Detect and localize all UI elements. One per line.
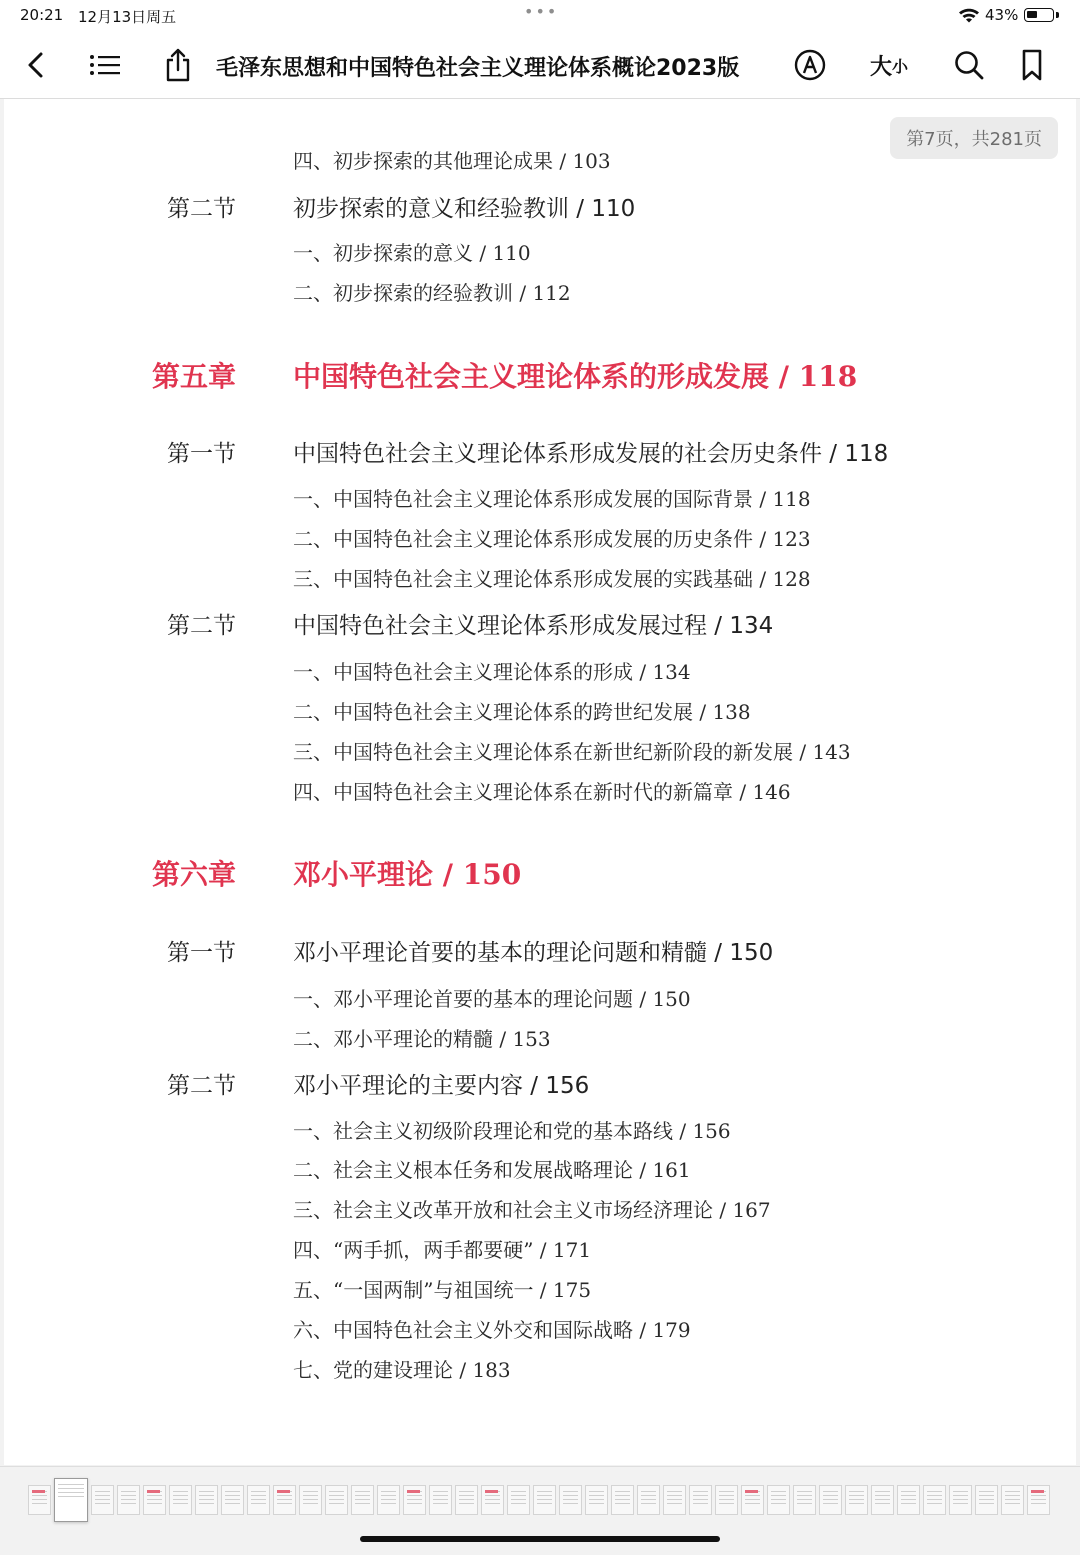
page-thumbnail[interactable] [793, 1485, 816, 1515]
multitask-dots-icon[interactable]: ••• [524, 2, 559, 21]
page-thumbnail[interactable] [689, 1485, 712, 1515]
share-icon [164, 48, 192, 82]
pen-circle-icon [794, 49, 826, 81]
toc-item[interactable]: 三、社会主义改革开放和社会主义市场经济理论 / 167 [293, 1198, 771, 1222]
battery-tip [1056, 12, 1059, 18]
toc-item[interactable]: 四、“两手抓，两手都要硬” / 171 [293, 1238, 592, 1262]
chapter-title[interactable]: 邓小平理论 / 150 [293, 858, 522, 891]
page-thumbnail[interactable] [845, 1485, 868, 1515]
toc-item[interactable]: 一、中国特色社会主义理论体系形成发展的国际背景 / 118 [293, 487, 811, 511]
font-size-label-big: 大 [869, 54, 892, 80]
page-thumbnail[interactable] [559, 1485, 582, 1515]
battery-percent: 43% [985, 6, 1019, 24]
page-thumbnail[interactable] [117, 1485, 140, 1515]
chevron-left-icon [26, 51, 46, 79]
toc-item[interactable]: 四、中国特色社会主义理论体系在新时代的新篇章 / 146 [293, 780, 791, 804]
page-thumbnail[interactable] [741, 1485, 764, 1515]
page-thumbnail[interactable] [923, 1485, 946, 1515]
page-thumbnail[interactable] [1027, 1485, 1050, 1515]
page-thumbnail[interactable] [221, 1485, 244, 1515]
section-label[interactable]: 第二节 [167, 1073, 236, 1099]
status-date: 12月13日周五 [78, 8, 177, 26]
toc-item[interactable]: 一、中国特色社会主义理论体系的形成 / 134 [293, 660, 691, 684]
toc-item[interactable]: 二、邓小平理论的精髓 / 153 [293, 1027, 551, 1051]
back-button[interactable] [18, 32, 54, 98]
toc-item[interactable]: 五、“一国两制”与祖国统一 / 175 [293, 1278, 592, 1302]
page-thumbnail[interactable] [949, 1485, 972, 1515]
page-thumbnail[interactable] [819, 1485, 842, 1515]
page-thumbnail[interactable] [325, 1485, 348, 1515]
battery-level-fill [1027, 11, 1037, 18]
status-time: 20:21 [20, 6, 64, 24]
document-title: 毛泽东思想和中国特色社会主义理论体系概论2023版 [216, 56, 740, 81]
section-title[interactable]: 中国特色社会主义理论体系形成发展的社会历史条件 / 118 [293, 441, 889, 467]
page-thumbnail[interactable] [28, 1485, 51, 1515]
toc-item[interactable]: 七、党的建设理论 / 183 [293, 1358, 511, 1382]
toc-item[interactable]: 二、社会主义根本任务和发展战略理论 / 161 [293, 1158, 691, 1182]
page-thumbnail[interactable] [351, 1485, 374, 1515]
table-of-contents-button[interactable] [86, 32, 124, 98]
page-thumbnail[interactable] [247, 1485, 270, 1515]
current-page-thumbnail[interactable] [54, 1478, 88, 1522]
toc-item[interactable]: 一、社会主义初级阶段理论和党的基本路线 / 156 [293, 1119, 731, 1143]
page-thumbnail[interactable] [871, 1485, 894, 1515]
battery-icon [1024, 8, 1054, 22]
search-icon [954, 50, 984, 80]
page-thumbnail[interactable] [533, 1485, 556, 1515]
page-thumbnail[interactable] [455, 1485, 478, 1515]
page-thumbnail[interactable] [481, 1485, 504, 1515]
toc-item[interactable]: 一、初步探索的意义 / 110 [293, 241, 531, 265]
section-title[interactable]: 初步探索的意义和经验教训 / 110 [293, 196, 636, 222]
page-thumbnail[interactable] [767, 1485, 790, 1515]
page-thumbnail[interactable] [273, 1485, 296, 1515]
page-thumbnail[interactable] [663, 1485, 686, 1515]
wifi-icon [958, 7, 980, 27]
toc-item[interactable]: 二、中国特色社会主义理论体系形成发展的历史条件 / 123 [293, 527, 811, 551]
font-size-button[interactable] [862, 32, 916, 98]
font-size-label-small: 小 [892, 56, 909, 76]
home-indicator[interactable] [360, 1536, 720, 1542]
page-thumbnail[interactable] [507, 1485, 530, 1515]
toc-item[interactable]: 四、初步探索的其他理论成果 / 103 [293, 149, 611, 173]
toc-item[interactable]: 三、中国特色社会主义理论体系形成发展的实践基础 / 128 [293, 567, 811, 591]
page-thumbnail[interactable] [299, 1485, 322, 1515]
page-thumbnail[interactable] [91, 1485, 114, 1515]
reader-toolbar [0, 32, 1080, 99]
section-label[interactable]: 第一节 [167, 441, 236, 467]
page-thumbnail[interactable] [377, 1485, 400, 1515]
toc-item[interactable]: 二、中国特色社会主义理论体系的跨世纪发展 / 138 [293, 700, 751, 724]
section-title[interactable]: 邓小平理论首要的基本的理论问题和精髓 / 150 [293, 940, 774, 966]
chapter-title[interactable]: 中国特色社会主义理论体系的形成发展 / 118 [293, 360, 858, 393]
bookmark-button[interactable] [1014, 32, 1050, 98]
share-button[interactable] [160, 32, 196, 98]
page-thumbnail[interactable] [611, 1485, 634, 1515]
search-button[interactable] [948, 32, 990, 98]
page-thumbnail[interactable] [403, 1485, 426, 1515]
page-thumbnail[interactable] [1001, 1485, 1024, 1515]
toc-item[interactable]: 一、邓小平理论首要的基本的理论问题 / 150 [293, 987, 691, 1011]
chapter-label[interactable]: 第六章 [152, 858, 237, 891]
bookmark-icon [1021, 49, 1043, 81]
page-thumbnail[interactable] [585, 1485, 608, 1515]
list-icon [89, 53, 121, 77]
page-thumbnail[interactable] [897, 1485, 920, 1515]
toc-item[interactable]: 二、初步探索的经验教训 / 112 [293, 281, 571, 305]
page-thumbnail[interactable] [637, 1485, 660, 1515]
section-label[interactable]: 第一节 [167, 940, 236, 966]
page-thumbnail[interactable] [975, 1485, 998, 1515]
thumbnail-list[interactable] [28, 1485, 1050, 1522]
section-title[interactable]: 中国特色社会主义理论体系形成发展过程 / 134 [293, 613, 774, 639]
toc-item[interactable]: 三、中国特色社会主义理论体系在新世纪新阶段的新发展 / 143 [293, 740, 851, 764]
document-page[interactable] [4, 99, 1076, 1465]
toc-item[interactable]: 六、中国特色社会主义外交和国际战略 / 179 [293, 1318, 691, 1342]
section-label[interactable]: 第二节 [167, 196, 236, 222]
chapter-label[interactable]: 第五章 [152, 360, 237, 393]
status-bar [0, 0, 1080, 32]
section-title[interactable]: 邓小平理论的主要内容 / 156 [293, 1073, 590, 1099]
annotate-button[interactable] [790, 32, 830, 98]
page-thumbnail[interactable] [143, 1485, 166, 1515]
section-label[interactable]: 第二节 [167, 613, 236, 639]
page-thumbnail[interactable] [169, 1485, 192, 1515]
page-thumbnail[interactable] [195, 1485, 218, 1515]
page-thumbnail[interactable] [429, 1485, 452, 1515]
page-number-indicator: 第7页，共281页 [890, 117, 1058, 159]
page-thumbnail[interactable] [715, 1485, 738, 1515]
